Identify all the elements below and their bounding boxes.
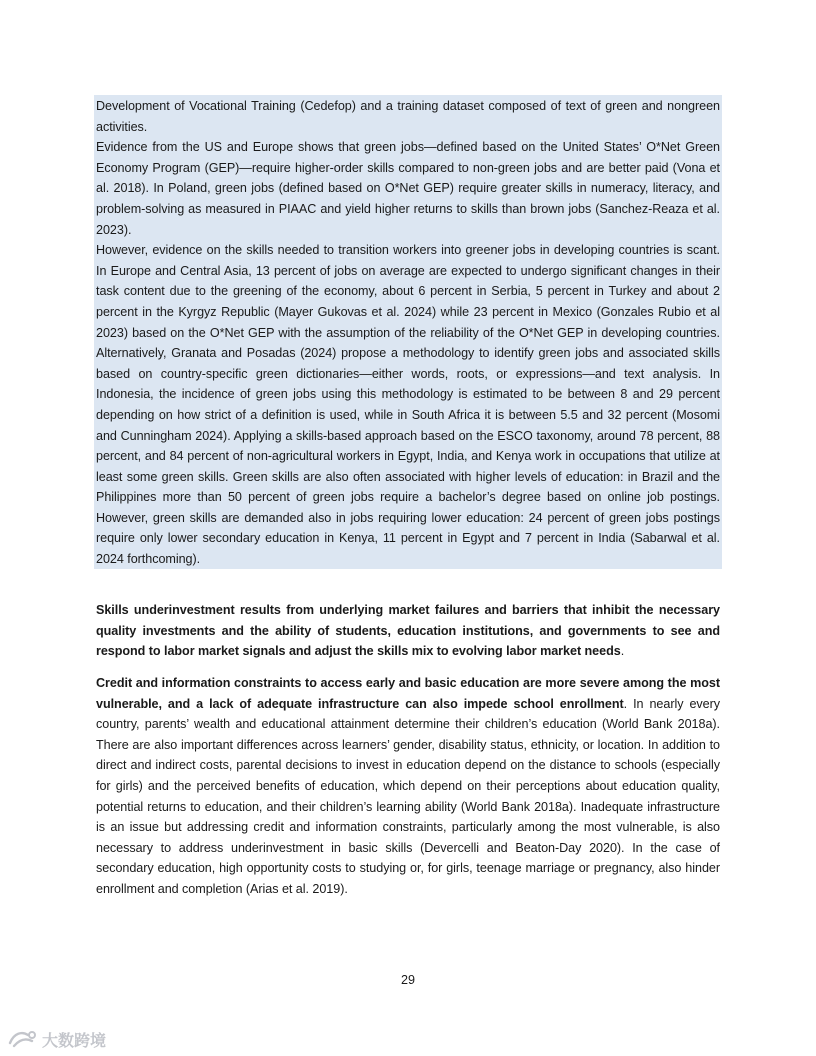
watermark bbox=[8, 1026, 106, 1052]
skills-paragraph-bold-lead: Skills underinvestment results from underlying market failures and barriers that inhibit the necessary quality investments and the ability of students, education institutions, and governments to see and respond to labor market signals and adjust the skills mix to evolving labor market needs bbox=[96, 603, 720, 659]
box-paragraph-evidence: Evidence from the US and Europe shows that green jobs—defined based on the United States’ O*Net Green Economy Program (GEP)—require higher-order skills compared to non-green jobs and are better paid (Vona et al. 2018). In Poland, green jobs (defined based on O*Net GEP) require greater skills in numeracy, literacy, and problem-solving as measured in PIAAC and yield higher returns to skills than brown jobs (Sanchez-Reaza et al. 2023). bbox=[96, 140, 720, 237]
box-paragraph-developing-countries: However, evidence on the skills needed to transition workers into greener jobs in developing countries is scant. In Europe and Central Asia, 13 percent of jobs on average are expected to undergo significant changes in their task content due to the greening of the economy, about 6 percent in Serbia, 5 percent in Turkey and about 2 percent in the Kyrgyz Republic (Mayer Gukovas et al. 2024) while 23 percent in Mexico (Gonzales Rubio et al 2023) based on the O*Net GEP with the assumption of the reliability of the O*Net GEP in developing countries. Alternatively, Granata and Posadas (2024) propose a methodology to identify green jobs and associated skills based on country-specific green dictionaries—either words, roots, or expressions—and text analysis. In Indonesia, the incidence of green jobs using this methodology is estimated to be between 8 and 29 percent depending on how strict of a definition is used, while in South Africa it is between 5.5 and 32 percent (Mosomi and Cunningham 2024). Applying a skills-based approach based on the ESCO taxonomy, around 78 percent, 88 percent, and 84 percent of non-agricultural workers in Egypt, India, and Kenya work in occupations that utilize at least some green skills. Green skills are also often associated with higher levels of education: in Brazil and the Philippines more than 50 percent of green jobs require a bachelor’s degree based on online job postings. However, green skills are demanded also in jobs requiring lower education: 24 percent of green jobs postings require only lower secondary education in Kenya, 11 percent in Egypt and 7 percent in India (Sabarwal et al. 2024 forthcoming). bbox=[96, 243, 720, 567]
credit-paragraph-bold-lead: Credit and information constraints to access early and basic education are more severe among the most vulnerable, and a lack of adequate infrastructure can also impede school enrollment bbox=[96, 676, 720, 711]
page-number: 29 bbox=[400, 973, 415, 987]
credit-constraints-paragraph bbox=[96, 673, 720, 900]
skills-underinvestment-paragraph bbox=[96, 600, 720, 662]
skills-paragraph-rest: . bbox=[620, 644, 625, 659]
watermark-text: 大数跨境 bbox=[42, 1032, 107, 1050]
credit-paragraph-rest: . In nearly every country, parents’ wealth and educational attainment determine their children’s education (World Bank 2018a). There are also important differences across learners’ gender, disability status, ethnicity, or location. In addition to direct and indirect costs, parental decisions to invest in education depend on the distance to schools (especially for girls) and the perceived benefits of education, which depend on their perceptions about education quality, potential returns to education, and their children’s learning ability (World Bank 2018a). Inadequate infrastructure is an issue but addressing credit and information constraints, particularly among the most vulnerable, is also necessary to address underinvestment in basic skills (Devercelli and Beaton-Day 2020). In the case of secondary education, high opportunity costs to studying or, for girls, teenage marriage or pregnancy, also hinder enrollment and completion (Arias et al. 2019). bbox=[96, 696, 720, 896]
watermark-logo-icon bbox=[8, 1029, 38, 1049]
green-jobs-highlight-box bbox=[94, 95, 722, 569]
box-paragraph-cedefop: Development of Vocational Training (Cedefop) and a training dataset composed of text of green and nongreen activities. bbox=[96, 99, 720, 134]
